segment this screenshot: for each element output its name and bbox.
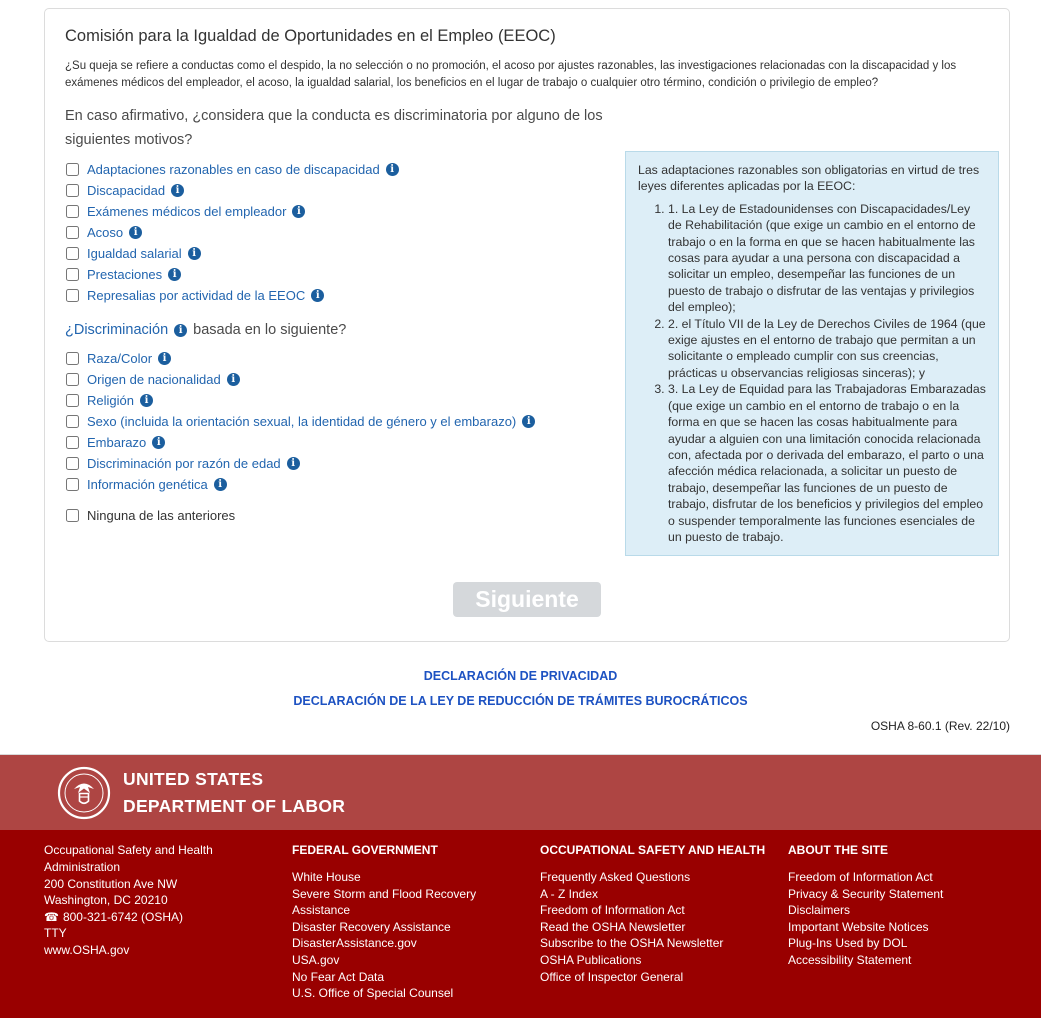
footer-link[interactable]: Important Website Notices (788, 919, 929, 934)
footer-link[interactable]: Frequently Asked Questions (540, 869, 691, 884)
page-title: Comisión para la Igualdad de Oportunidades en el Empleo (EEOC) (65, 27, 556, 45)
footer-link[interactable]: Subscribe to the OSHA Newsletter (540, 936, 724, 951)
motives-checkbox-group (65, 163, 625, 302)
info-icon[interactable] (311, 289, 324, 302)
banner-line2: DEPARTMENT OF LABOR (123, 795, 346, 816)
checkbox-label[interactable]: Religión (87, 393, 134, 408)
footer-link[interactable]: White House (292, 869, 361, 884)
agency-phone-link[interactable]: ☎ 800-321-6742 (OSHA) (44, 909, 292, 926)
info-box-list (638, 201, 986, 546)
info-icon[interactable] (214, 478, 227, 491)
checkbox-label[interactable]: Represalias por actividad de la EEOC (87, 288, 306, 303)
footer-link[interactable]: U.S. Office of Special Counsel (292, 986, 454, 1001)
checkbox-edad[interactable] (66, 457, 79, 470)
footer-link[interactable]: Office of Inspector General (540, 969, 684, 984)
button-row (65, 582, 989, 617)
checkbox-discapacidad[interactable] (66, 184, 79, 197)
footer-link[interactable]: Severe Storm and Flood Recovery Assistance (292, 886, 477, 918)
form-columns (65, 94, 989, 556)
info-icon[interactable] (386, 163, 399, 176)
osha-form-number: OSHA 8-60.1 (Rev. 22/10) (870, 719, 1010, 734)
banner-text (123, 766, 345, 820)
next-button[interactable]: Siguiente (453, 582, 601, 617)
checkbox-label[interactable]: Discriminación por razón de edad (87, 456, 281, 471)
checkbox-row (65, 268, 625, 281)
footer-heading: OCCUPATIONAL SAFETY AND HEALTH (540, 843, 766, 858)
info-icon[interactable] (522, 415, 535, 428)
checkbox-label[interactable]: Embarazo (87, 435, 147, 450)
checkbox-row (65, 205, 625, 218)
footer-heading: ABOUT THE SITE (788, 843, 889, 858)
footer-link[interactable]: No Fear Act Data (292, 969, 385, 984)
info-icon[interactable] (152, 436, 165, 449)
checkbox-row (65, 478, 625, 491)
checkbox-religion[interactable] (66, 394, 79, 407)
checkbox-row (65, 226, 625, 239)
checkbox-examenes-medicos[interactable] (66, 205, 79, 218)
dol-seal-logo (57, 766, 111, 820)
agency-address1: 200 Constitution Ave NW (44, 876, 178, 891)
info-box-item: 3. 3. La Ley de Equidad para las Trabajadoras Embarazadas (que exige un cambio en el entorno de trabajo o en la forma en que se hacen las cosas habitualmente para ayudar a alguien con una limitación conocida relacionada con, afectada por o derivada del embarazo, el parto o una afección médica relacionada, a solicitar un puesto de trabajo, desempeñar las funciones de un puesto de trabajo, disfrutar de los beneficios y privilegios del empleo o suspender temporalmente las funciones esenciales de un puesto de trabajo. (668, 381, 986, 545)
info-icon[interactable] (140, 394, 153, 407)
info-box-item: 1. 1. La Ley de Estadounidenses con Discapacidades/Ley de Rehabilitación (que exige un cambio en el entorno de trabajo o en la forma en que se hacen habitualmente las cosas para ayudar a una persona con discapacidad a solicitar un empleo, desempeñar las funciones de un puesto de trabajo o disfrutar de las ventajas y privilegios del empleo); (668, 201, 986, 316)
info-icon[interactable] (227, 373, 240, 386)
discrimination-label-suffix: basada en lo siguiente? (193, 322, 347, 338)
phone-icon (44, 910, 59, 924)
checkbox-igualdad-salarial[interactable] (66, 247, 79, 260)
footer-heading: FEDERAL GOVERNMENT (292, 843, 438, 858)
info-icon[interactable] (292, 205, 305, 218)
tty-link[interactable]: TTY (44, 926, 67, 941)
checkbox-row (65, 289, 625, 302)
info-column (625, 94, 999, 556)
banner-line1: UNITED STATES (123, 768, 264, 789)
checkbox-label[interactable]: Igualdad salarial (87, 246, 182, 261)
agency-address2: Washington, DC 20210 (44, 893, 168, 908)
osha-gov-link[interactable]: www.OSHA.gov (44, 942, 130, 957)
checkbox-sexo[interactable] (66, 415, 79, 428)
footer-link[interactable]: USA.gov (292, 952, 340, 967)
checkbox-label[interactable]: Origen de nacionalidad (87, 372, 221, 387)
checkbox-label[interactable]: Prestaciones (87, 267, 163, 282)
checkbox-label[interactable]: Raza/Color (87, 351, 153, 366)
footer-link[interactable]: Read the OSHA Newsletter (540, 919, 686, 934)
agency-name: Occupational Safety and Health Administration (44, 843, 213, 874)
footer-link[interactable]: OSHA Publications (540, 952, 642, 967)
footer-link[interactable]: Plug-Ins Used by DOL (788, 936, 908, 951)
footer-column-about (788, 842, 943, 1018)
info-icon[interactable] (287, 457, 300, 470)
checkbox-label[interactable]: Sexo (incluida la orientación sexual, la identidad de género y el embarazo) (87, 414, 517, 429)
reasonable-accommodation-info-box (625, 151, 999, 556)
form-intro-text: ¿Su queja se refiere a conductas como el despido, la no selección o no promoción, el acoso por ajustes razonables, las investigaciones relacionadas con la discapacidad y los exámenes médicos del empleador, el acoso, la igualdad salarial, los beneficios en el lugar de trabajo o cualquier otro término, condición o privilegio de empleo? (65, 60, 957, 89)
checkbox-label[interactable]: Acoso (87, 225, 124, 240)
dol-masthead[interactable] (0, 754, 1041, 830)
info-icon[interactable] (171, 184, 184, 197)
checkbox-row (65, 163, 625, 176)
checkbox-row (65, 436, 625, 449)
site-footer (0, 830, 1041, 1018)
footer-link[interactable]: Disaster Recovery Assistance (292, 919, 451, 934)
checkbox-informacion-genetica[interactable] (66, 478, 79, 491)
checkbox-row (65, 184, 625, 197)
footer-link[interactable]: Accessibility Statement (788, 952, 912, 967)
checkbox-label[interactable]: Discapacidad (87, 183, 166, 198)
checkbox-label[interactable]: Ninguna de las anteriores (87, 508, 236, 523)
checkbox-label[interactable]: Adaptaciones razonables en caso de discapacidad (87, 162, 380, 177)
checkbox-row (65, 509, 625, 522)
info-icon[interactable] (129, 226, 142, 239)
checkbox-prestaciones[interactable] (66, 268, 79, 281)
footer-link[interactable]: A - Z Index (540, 886, 599, 901)
checkbox-row (65, 352, 625, 365)
discrimination-label: ¿Discriminación (65, 322, 169, 338)
footer-link[interactable]: Freedom of Information Act (540, 903, 685, 918)
declarations (0, 669, 1041, 708)
info-icon[interactable] (188, 247, 201, 260)
footer-column-federal-government (292, 842, 540, 1018)
checkbox-raza-color[interactable] (66, 352, 79, 365)
discrimination-checkbox-group (65, 352, 625, 491)
checkbox-represalias-eeoc[interactable] (66, 289, 79, 302)
checkbox-embarazo[interactable] (66, 436, 79, 449)
info-box-intro: Las adaptaciones razonables son obligatorias en virtud de tres leyes diferentes aplicadas por la EEOC: (638, 163, 980, 194)
info-icon[interactable] (174, 324, 187, 337)
question-discrimination (65, 322, 625, 338)
eeoc-form-card (44, 8, 1010, 642)
footer-agency-column (44, 842, 292, 1018)
question-motives: En caso afirmativo, ¿considera que la conducta es discriminatoria por alguno de los siguientes motivos? (65, 108, 603, 148)
checkbox-row (65, 457, 625, 470)
footer-column-osh (540, 842, 788, 1018)
checkbox-ninguna[interactable] (66, 509, 79, 522)
privacy-statement-link[interactable]: DECLARACIÓN DE PRIVACIDAD (423, 669, 618, 684)
paperwork-reduction-link[interactable]: DECLARACIÓN DE LA LEY DE REDUCCIÓN DE TRÁMITES BUROCRÁTICOS (293, 694, 748, 709)
checkbox-row (65, 415, 625, 428)
checkbox-row (65, 394, 625, 407)
footer-link[interactable]: DisasterAssistance.gov (292, 936, 417, 951)
checkbox-row (65, 247, 625, 260)
footer-link[interactable]: Disclaimers (788, 903, 851, 918)
checkbox-acoso[interactable] (66, 226, 79, 239)
checkbox-column (65, 94, 625, 556)
info-icon[interactable] (158, 352, 171, 365)
checkbox-adaptaciones-razonables[interactable] (66, 163, 79, 176)
footer-link[interactable]: Freedom of Information Act (788, 869, 933, 884)
checkbox-origen-nacionalidad[interactable] (66, 373, 79, 386)
info-box-item: 2. 2. el Título VII de la Ley de Derechos Civiles de 1964 (que exige ajustes en el entorno de trabajo que permitan a un solicitante o empleado cumplir con sus creencias, prácticas u observancias religiosas sinceras); y (668, 316, 986, 382)
info-icon[interactable] (168, 268, 181, 281)
checkbox-label[interactable]: Información genética (87, 477, 208, 492)
checkbox-row (65, 373, 625, 386)
footer-link[interactable]: Privacy & Security Statement (788, 886, 944, 901)
checkbox-label[interactable]: Exámenes médicos del empleador (87, 204, 287, 219)
